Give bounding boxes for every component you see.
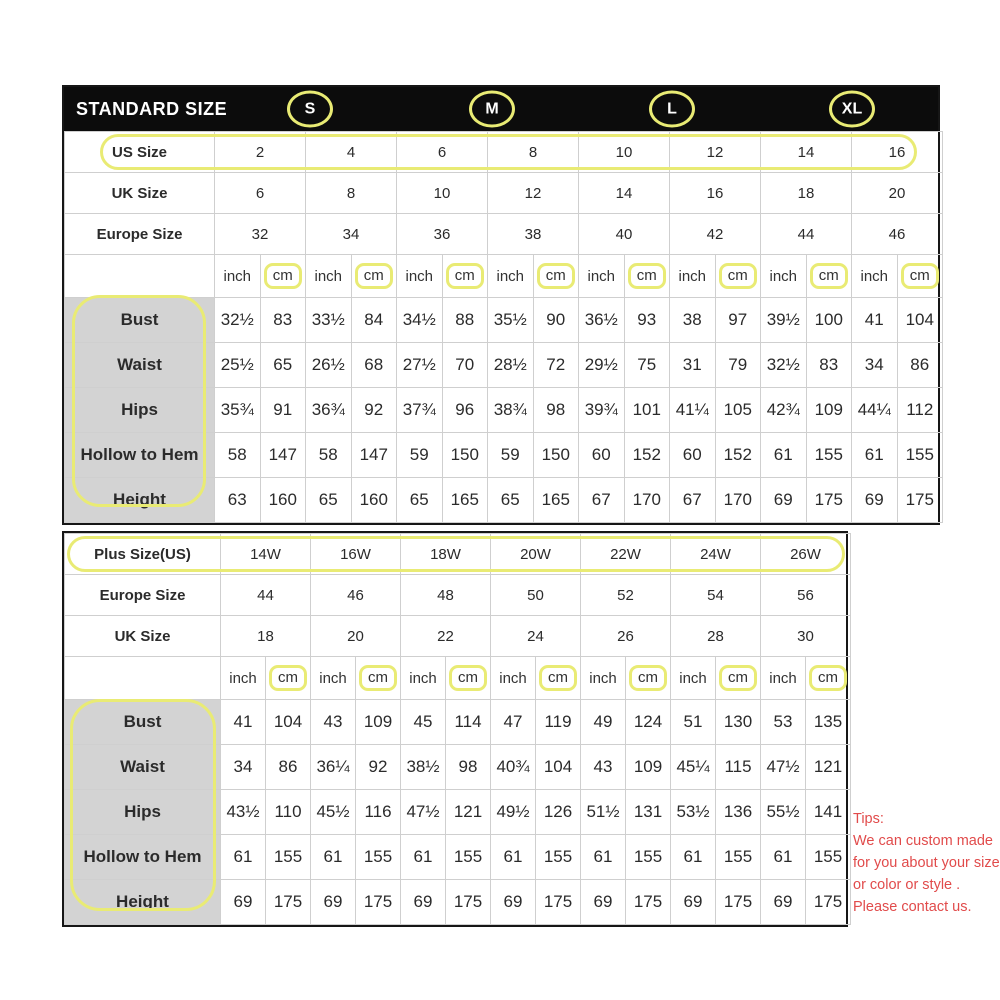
measure-row [65, 478, 943, 523]
measure-value-cell: 45½ [311, 790, 356, 835]
measure-value-cell: 38 [670, 298, 716, 343]
row-label: Hollow to Hem [65, 835, 221, 880]
cm-highlight-box: cm [359, 665, 397, 691]
measure-row [65, 388, 943, 433]
measure-value-cell: 130 [716, 700, 761, 745]
size-value-cell: 16W [311, 534, 401, 575]
row-label: Hollow to Hem [65, 433, 215, 478]
size-value-cell: 36 [397, 214, 488, 255]
size-value-cell: 46 [311, 575, 401, 616]
unit-cm-cell [626, 657, 671, 700]
plus-size-table [64, 533, 851, 925]
measure-value-cell: 136 [716, 790, 761, 835]
measure-value-cell: 124 [626, 700, 671, 745]
measure-value-cell: 61 [671, 835, 716, 880]
standard-size-title: STANDARD SIZE [76, 98, 228, 119]
measure-value-cell: 152 [715, 433, 761, 478]
measure-value-cell: 63 [215, 478, 261, 523]
measure-value-cell: 155 [536, 835, 581, 880]
measure-value-cell: 121 [446, 790, 491, 835]
size-row [65, 534, 851, 575]
measure-value-cell: 88 [442, 298, 488, 343]
measure-value-cell: 40¾ [491, 745, 536, 790]
measure-value-cell: 92 [356, 745, 401, 790]
measure-value-cell: 84 [351, 298, 397, 343]
measure-value-cell: 53½ [671, 790, 716, 835]
standard-size-header-bar [64, 87, 938, 131]
size-value-cell: 22W [581, 534, 671, 575]
measure-value-cell: 60 [579, 433, 625, 478]
size-value-cell: 24W [671, 534, 761, 575]
measure-value-cell: 38¾ [488, 388, 534, 433]
measure-row [65, 790, 851, 835]
cm-highlight-box: cm [628, 263, 666, 289]
cm-highlight-box: cm [901, 263, 939, 289]
measure-value-cell: 160 [351, 478, 397, 523]
measure-value-cell: 41 [221, 700, 266, 745]
measure-value-cell: 83 [260, 298, 306, 343]
measure-value-cell: 175 [446, 880, 491, 925]
measure-value-cell: 90 [533, 298, 579, 343]
measure-value-cell: 43½ [221, 790, 266, 835]
unit-cm-cell [446, 657, 491, 700]
measure-value-cell: 92 [351, 388, 397, 433]
size-value-cell: 16 [852, 132, 943, 173]
measure-value-cell: 86 [897, 343, 943, 388]
measure-value-cell: 104 [266, 700, 311, 745]
measure-value-cell: 43 [311, 700, 356, 745]
unit-cm-cell [442, 255, 488, 298]
tips-line-3: or color or style . [853, 877, 961, 893]
measure-value-cell: 37¾ [397, 388, 443, 433]
measure-value-cell: 175 [356, 880, 401, 925]
size-value-cell: 14 [761, 132, 852, 173]
size-value-cell: 24 [491, 616, 581, 657]
row-label: Bust [65, 298, 215, 343]
measure-value-cell: 152 [624, 433, 670, 478]
size-value-cell: 28 [671, 616, 761, 657]
row-label: US Size [65, 132, 215, 173]
cm-highlight-box: cm [446, 263, 484, 289]
measure-value-cell: 47½ [761, 745, 806, 790]
size-value-cell: 34 [306, 214, 397, 255]
size-value-cell: 18W [401, 534, 491, 575]
unit-inch-cell: inch [401, 657, 446, 700]
measure-value-cell: 47 [491, 700, 536, 745]
measure-row [65, 343, 943, 388]
measure-row [65, 298, 943, 343]
measure-row [65, 835, 851, 880]
measure-value-cell: 47½ [401, 790, 446, 835]
unit-inch-cell: inch [215, 255, 261, 298]
measure-value-cell: 101 [624, 388, 670, 433]
size-value-cell: 46 [852, 214, 943, 255]
measure-row [65, 700, 851, 745]
size-value-cell: 12 [488, 173, 579, 214]
size-row [65, 132, 943, 173]
size-value-cell: 44 [761, 214, 852, 255]
cm-highlight-box: cm [537, 263, 575, 289]
measure-value-cell: 65 [260, 343, 306, 388]
measure-value-cell: 91 [260, 388, 306, 433]
cm-highlight-box: cm [809, 665, 847, 691]
size-value-cell: 44 [221, 575, 311, 616]
measure-value-cell: 35½ [488, 298, 534, 343]
size-value-cell: 52 [581, 575, 671, 616]
measure-value-cell: 175 [806, 478, 852, 523]
measure-value-cell: 49½ [491, 790, 536, 835]
size-value-cell: 32 [215, 214, 306, 255]
measure-value-cell: 175 [897, 478, 943, 523]
measure-value-cell: 65 [306, 478, 352, 523]
measure-value-cell: 44¼ [852, 388, 898, 433]
measure-value-cell: 165 [442, 478, 488, 523]
measure-value-cell: 45 [401, 700, 446, 745]
size-s-circle-annotation: S [287, 91, 333, 128]
measure-value-cell: 109 [806, 388, 852, 433]
unit-cm-cell [536, 657, 581, 700]
tips-title: Tips: [853, 811, 884, 827]
measure-value-cell: 105 [715, 388, 761, 433]
size-value-cell: 10 [579, 132, 670, 173]
measure-value-cell: 98 [446, 745, 491, 790]
measure-value-cell: 43 [581, 745, 626, 790]
measure-value-cell: 69 [401, 880, 446, 925]
measure-value-cell: 58 [215, 433, 261, 478]
measure-value-cell: 34 [852, 343, 898, 388]
measure-value-cell: 61 [761, 433, 807, 478]
unit-cm-cell [806, 657, 851, 700]
measure-value-cell: 155 [266, 835, 311, 880]
measure-value-cell: 34½ [397, 298, 443, 343]
measure-value-cell: 112 [897, 388, 943, 433]
measure-value-cell: 155 [626, 835, 671, 880]
measure-value-cell: 68 [351, 343, 397, 388]
measure-value-cell: 38½ [401, 745, 446, 790]
size-value-cell: 2 [215, 132, 306, 173]
size-value-cell: 8 [488, 132, 579, 173]
measure-value-cell: 61 [852, 433, 898, 478]
measure-value-cell: 61 [581, 835, 626, 880]
measure-value-cell: 69 [581, 880, 626, 925]
measure-value-cell: 119 [536, 700, 581, 745]
measure-value-cell: 36¼ [311, 745, 356, 790]
unit-inch-cell: inch [671, 657, 716, 700]
measure-value-cell: 126 [536, 790, 581, 835]
standard-size-table [64, 131, 943, 523]
row-label: Height [65, 478, 215, 523]
unit-inch-cell: inch [761, 657, 806, 700]
size-value-cell: 18 [761, 173, 852, 214]
cm-highlight-box: cm [269, 665, 307, 691]
measure-value-cell: 36¾ [306, 388, 352, 433]
measure-value-cell: 72 [533, 343, 579, 388]
size-value-cell: 20 [311, 616, 401, 657]
measure-value-cell: 79 [715, 343, 761, 388]
size-value-cell: 14 [579, 173, 670, 214]
measure-value-cell: 110 [266, 790, 311, 835]
measure-value-cell: 28½ [488, 343, 534, 388]
measure-value-cell: 69 [221, 880, 266, 925]
measure-value-cell: 147 [351, 433, 397, 478]
measure-value-cell: 98 [533, 388, 579, 433]
size-value-cell: 56 [761, 575, 851, 616]
tips-line-2: for you about your size [853, 855, 1000, 871]
measure-value-cell: 121 [806, 745, 851, 790]
size-value-cell: 8 [306, 173, 397, 214]
row-label: Waist [65, 343, 215, 388]
row-label: Bust [65, 700, 221, 745]
measure-value-cell: 60 [670, 433, 716, 478]
size-value-cell: 16 [670, 173, 761, 214]
size-value-cell: 48 [401, 575, 491, 616]
size-value-cell: 18 [221, 616, 311, 657]
unit-row [65, 657, 851, 700]
measure-value-cell: 170 [624, 478, 670, 523]
measure-value-cell: 31 [670, 343, 716, 388]
measure-value-cell: 141 [806, 790, 851, 835]
standard-table-body [65, 132, 943, 523]
measure-value-cell: 27½ [397, 343, 443, 388]
row-label: Plus Size(US) [65, 534, 221, 575]
measure-value-cell: 69 [491, 880, 536, 925]
measure-value-cell: 175 [626, 880, 671, 925]
measure-value-cell: 86 [266, 745, 311, 790]
measure-value-cell: 55½ [761, 790, 806, 835]
measure-value-cell: 69 [852, 478, 898, 523]
measure-value-cell: 26½ [306, 343, 352, 388]
measure-value-cell: 69 [761, 880, 806, 925]
unit-cm-cell [351, 255, 397, 298]
measure-value-cell: 33½ [306, 298, 352, 343]
unit-cm-cell [533, 255, 579, 298]
measure-value-cell: 42¾ [761, 388, 807, 433]
size-value-cell: 22 [401, 616, 491, 657]
measure-value-cell: 97 [715, 298, 761, 343]
measure-value-cell: 131 [626, 790, 671, 835]
unit-cm-cell [897, 255, 943, 298]
size-m-circle-annotation: M [469, 91, 515, 128]
size-value-cell: 6 [397, 132, 488, 173]
cm-highlight-box: cm [810, 263, 848, 289]
unit-inch-cell: inch [852, 255, 898, 298]
measure-value-cell: 39½ [761, 298, 807, 343]
size-value-cell: 50 [491, 575, 581, 616]
measure-value-cell: 135 [806, 700, 851, 745]
size-row [65, 214, 943, 255]
size-xl-circle-annotation: XL [829, 91, 875, 128]
size-value-cell: 54 [671, 575, 761, 616]
measure-value-cell: 65 [397, 478, 443, 523]
measure-value-cell: 155 [716, 835, 761, 880]
measure-value-cell: 155 [806, 835, 851, 880]
size-l-circle-annotation: L [649, 91, 695, 128]
cm-highlight-box: cm [629, 665, 667, 691]
measure-value-cell: 61 [221, 835, 266, 880]
measure-value-cell: 114 [446, 700, 491, 745]
measure-value-cell: 155 [356, 835, 401, 880]
measure-value-cell: 51 [671, 700, 716, 745]
measure-value-cell: 104 [897, 298, 943, 343]
measure-value-cell: 175 [806, 880, 851, 925]
size-row [65, 616, 851, 657]
measure-row [65, 880, 851, 925]
measure-value-cell: 41¼ [670, 388, 716, 433]
cm-highlight-box: cm [264, 263, 302, 289]
plus-size-table-section [62, 531, 848, 927]
unit-inch-cell: inch [581, 657, 626, 700]
unit-inch-cell: inch [306, 255, 352, 298]
unit-inch-cell: inch [311, 657, 356, 700]
unit-cm-cell [716, 657, 761, 700]
size-value-cell: 26W [761, 534, 851, 575]
measure-value-cell: 67 [670, 478, 716, 523]
measure-value-cell: 116 [356, 790, 401, 835]
measure-value-cell: 155 [446, 835, 491, 880]
unit-cm-cell [715, 255, 761, 298]
measure-value-cell: 150 [442, 433, 488, 478]
cm-highlight-box: cm [539, 665, 577, 691]
measure-value-cell: 61 [491, 835, 536, 880]
measure-value-cell: 39¾ [579, 388, 625, 433]
size-value-cell: 14W [221, 534, 311, 575]
measure-value-cell: 69 [671, 880, 716, 925]
tips-line-4: Please contact us. [853, 899, 972, 915]
size-row [65, 575, 851, 616]
measure-value-cell: 104 [536, 745, 581, 790]
measure-value-cell: 61 [401, 835, 446, 880]
measure-value-cell: 70 [442, 343, 488, 388]
unit-inch-cell: inch [221, 657, 266, 700]
unit-inch-cell: inch [670, 255, 716, 298]
cm-highlight-box: cm [719, 665, 757, 691]
cm-highlight-box: cm [355, 263, 393, 289]
measure-value-cell: 115 [716, 745, 761, 790]
size-row [65, 173, 943, 214]
measure-value-cell: 32½ [215, 298, 261, 343]
row-label: UK Size [65, 616, 221, 657]
measure-value-cell: 150 [533, 433, 579, 478]
unit-cm-cell [356, 657, 401, 700]
measure-value-cell: 59 [397, 433, 443, 478]
unit-cm-cell [624, 255, 670, 298]
unit-cm-cell [266, 657, 311, 700]
empty-corner-cell [65, 255, 215, 298]
row-label: Hips [65, 388, 215, 433]
measure-value-cell: 83 [806, 343, 852, 388]
measure-value-cell: 75 [624, 343, 670, 388]
cm-highlight-box: cm [719, 263, 757, 289]
measure-value-cell: 61 [761, 835, 806, 880]
measure-value-cell: 69 [761, 478, 807, 523]
measure-value-cell: 36½ [579, 298, 625, 343]
row-label: Europe Size [65, 575, 221, 616]
size-value-cell: 40 [579, 214, 670, 255]
row-label: Height [65, 880, 221, 925]
measure-value-cell: 49 [581, 700, 626, 745]
measure-value-cell: 67 [579, 478, 625, 523]
measure-value-cell: 175 [266, 880, 311, 925]
measure-value-cell: 61 [311, 835, 356, 880]
measure-value-cell: 25½ [215, 343, 261, 388]
measure-value-cell: 34 [221, 745, 266, 790]
plus-table-body [65, 534, 851, 925]
cm-highlight-box: cm [449, 665, 487, 691]
measure-value-cell: 100 [806, 298, 852, 343]
measure-value-cell: 51½ [581, 790, 626, 835]
measure-value-cell: 155 [806, 433, 852, 478]
measure-value-cell: 175 [716, 880, 761, 925]
size-value-cell: 38 [488, 214, 579, 255]
measure-value-cell: 165 [533, 478, 579, 523]
measure-value-cell: 96 [442, 388, 488, 433]
unit-cm-cell [260, 255, 306, 298]
measure-row [65, 433, 943, 478]
measure-value-cell: 58 [306, 433, 352, 478]
size-value-cell: 6 [215, 173, 306, 214]
size-value-cell: 4 [306, 132, 397, 173]
tips-line-1: We can custom made [853, 833, 993, 849]
unit-inch-cell: inch [488, 255, 534, 298]
empty-corner-cell [65, 657, 221, 700]
measure-value-cell: 69 [311, 880, 356, 925]
unit-inch-cell: inch [397, 255, 443, 298]
unit-inch-cell: inch [761, 255, 807, 298]
measure-value-cell: 53 [761, 700, 806, 745]
size-value-cell: 26 [581, 616, 671, 657]
measure-value-cell: 170 [715, 478, 761, 523]
measure-value-cell: 59 [488, 433, 534, 478]
measure-value-cell: 109 [626, 745, 671, 790]
row-label: UK Size [65, 173, 215, 214]
custom-made-tips-note [853, 808, 1000, 918]
unit-row [65, 255, 943, 298]
row-label: Waist [65, 745, 221, 790]
size-value-cell: 20W [491, 534, 581, 575]
unit-cm-cell [806, 255, 852, 298]
standard-size-table-section [62, 85, 940, 525]
measure-value-cell: 147 [260, 433, 306, 478]
measure-value-cell: 160 [260, 478, 306, 523]
measure-row [65, 745, 851, 790]
measure-value-cell: 29½ [579, 343, 625, 388]
measure-value-cell: 65 [488, 478, 534, 523]
unit-inch-cell: inch [579, 255, 625, 298]
size-value-cell: 30 [761, 616, 851, 657]
measure-value-cell: 45¼ [671, 745, 716, 790]
size-value-cell: 42 [670, 214, 761, 255]
measure-value-cell: 41 [852, 298, 898, 343]
measure-value-cell: 35¾ [215, 388, 261, 433]
measure-value-cell: 175 [536, 880, 581, 925]
measure-value-cell: 32½ [761, 343, 807, 388]
row-label: Hips [65, 790, 221, 835]
measure-value-cell: 155 [897, 433, 943, 478]
size-value-cell: 12 [670, 132, 761, 173]
size-value-cell: 20 [852, 173, 943, 214]
row-label: Europe Size [65, 214, 215, 255]
measure-value-cell: 93 [624, 298, 670, 343]
unit-inch-cell: inch [491, 657, 536, 700]
measure-value-cell: 109 [356, 700, 401, 745]
size-value-cell: 10 [397, 173, 488, 214]
